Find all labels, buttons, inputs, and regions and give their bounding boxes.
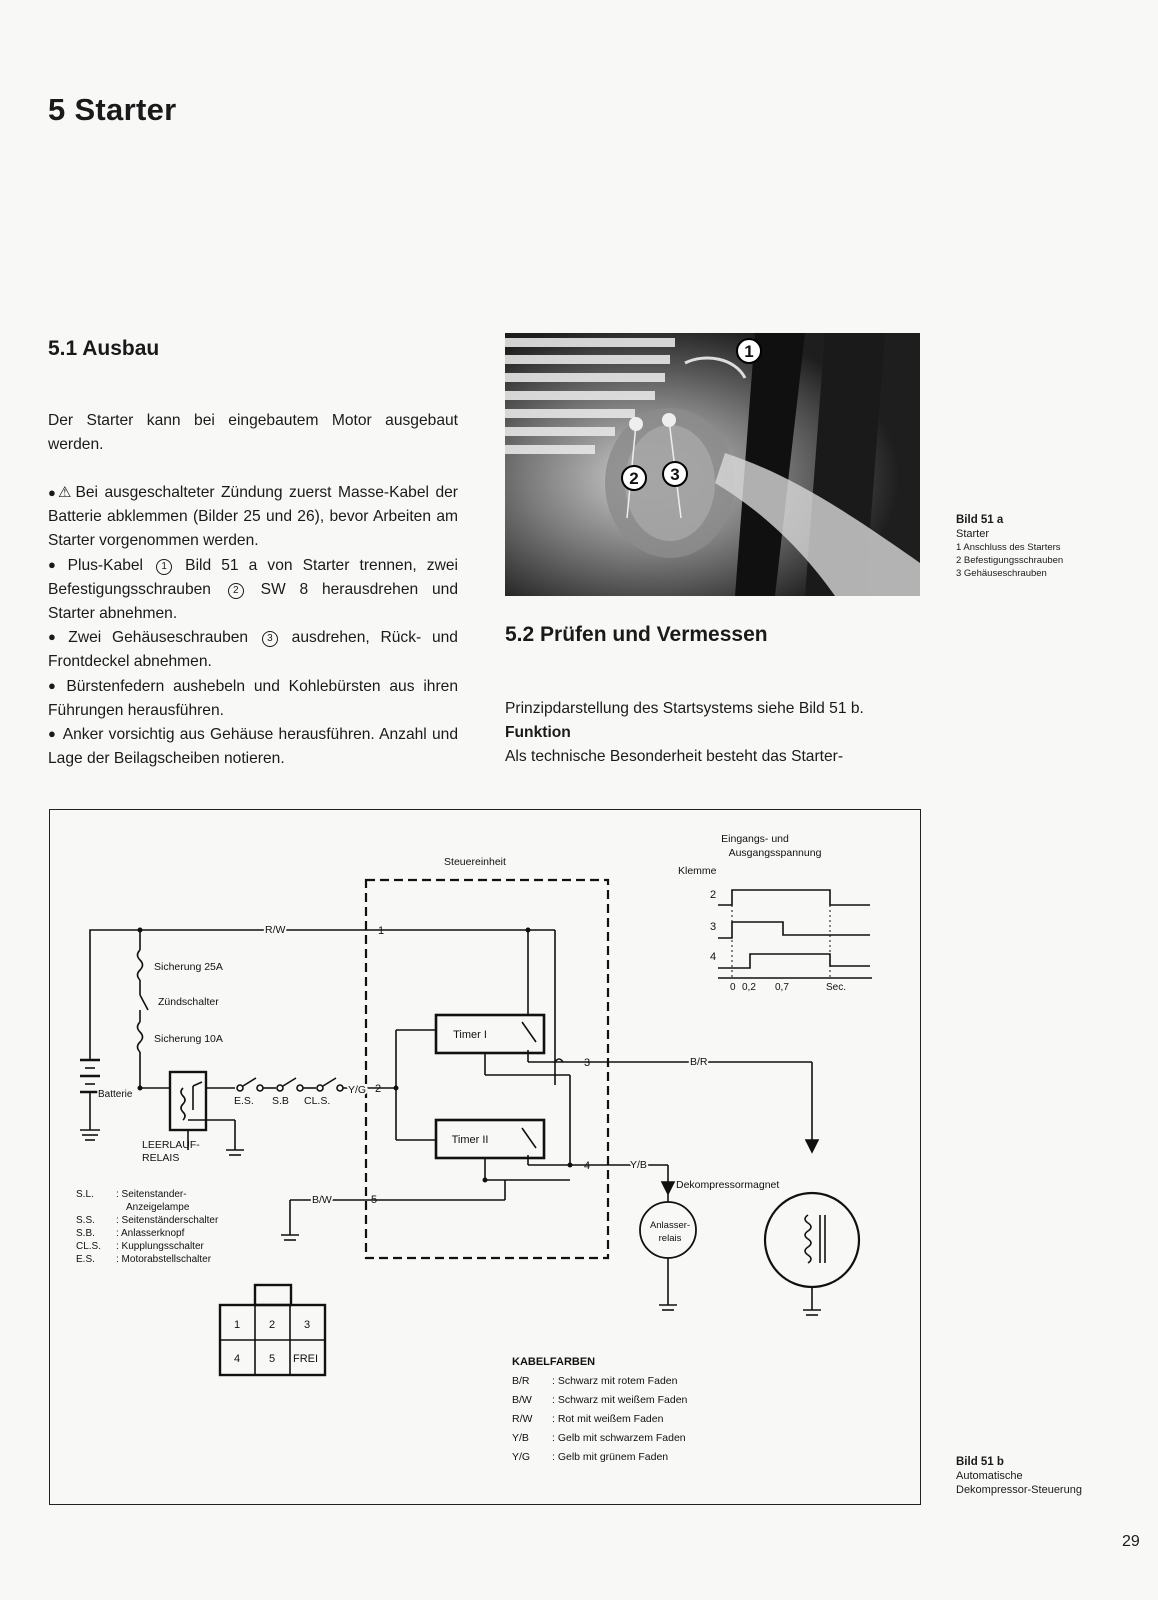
connector-cell: 5 (268, 1353, 276, 1365)
step-housing-screws (48, 626, 458, 674)
connector-cell: 2 (268, 1319, 276, 1331)
photo-callout-1: 1 (744, 342, 754, 361)
page-number: 29 (1122, 1533, 1140, 1550)
intro-text: Der Starter kann bei eingebautem Motor ausgebaut werden. (48, 412, 458, 454)
photo-callout-2: 2 (629, 469, 639, 488)
caption-51b (956, 1455, 1146, 1497)
section-5-2-text-2: Als technische Besonderheit besteht das Starter- (505, 748, 844, 766)
caption-51b-title: Bild 51 b (956, 1456, 1004, 1468)
relay-label-1: LEERLAUF- (142, 1139, 200, 1151)
kabel-code: B/R (512, 1375, 530, 1387)
timer-1-label: Timer I (453, 1029, 487, 1041)
section-5-2-body (505, 697, 920, 770)
time-label: Sec. (826, 982, 847, 993)
step-1-text-c: SW 8 herausdrehen und Starter abnehmen. (48, 580, 458, 623)
abbr-value: : Seitenstander- (116, 1189, 187, 1200)
abbr-key: S.S. (76, 1215, 95, 1226)
starter-photo (505, 333, 920, 596)
kabel-code: Y/G (512, 1451, 531, 1463)
caption-51a-title: Bild 51 a (956, 514, 1004, 526)
wire-bw-label: B/W (312, 1194, 332, 1206)
switch-label: CL.S. (304, 1095, 331, 1107)
caption-51b-line-2: Dekompressor-Steuerung (956, 1484, 1082, 1496)
terminal-label: 4 (584, 1160, 591, 1172)
callout-3-icon: 3 (262, 631, 278, 647)
starter-photo-image (505, 333, 920, 596)
kabel-code: Y/B (512, 1432, 529, 1444)
switch-label: E.S. (234, 1095, 254, 1107)
bullet-icon: ● (48, 485, 58, 500)
signal-title-1: Eingangs- und (721, 833, 789, 845)
connector-cell: 3 (303, 1319, 311, 1331)
abbreviation-legend (76, 1189, 219, 1265)
steuereinheit-box (366, 880, 608, 1258)
klemme-label: Klemme (678, 865, 717, 877)
kabelfarben-title: KABELFARBEN (512, 1356, 596, 1368)
dekompressormagnet-label: Dekompressormagnet (676, 1179, 780, 1191)
step-2-text-a: Zwei Gehäuseschrauben (68, 629, 249, 647)
section-5-1-intro (48, 409, 458, 457)
time-label: 0,7 (775, 982, 789, 993)
abbr-key: CL.S. (76, 1241, 102, 1252)
photo-callout-3: 3 (670, 465, 680, 484)
kabel-code: B/W (512, 1394, 532, 1406)
callout-2-icon: 2 (228, 583, 244, 599)
sicherung-10-label: Sicherung 10A (154, 1033, 223, 1045)
step-plus-cable (48, 554, 458, 627)
caption-51a-item: 2 Befestigungsschrauben (956, 555, 1064, 566)
step-armature: ● Anker vorsichtig aus Gehäuse herausführen. Anzahl und Lage der Beilagscheiben notieren. (48, 723, 458, 771)
warning-triangle-icon: ⚠ (58, 484, 72, 501)
section-5-2-title: 5.2 Prüfen und Vermessen (505, 623, 768, 646)
section-5-1-title: 5.1 Ausbau (48, 337, 160, 360)
wire-br-label: B/R (690, 1056, 708, 1068)
abbr-value: : Kupplungsschalter (116, 1241, 204, 1252)
caption-51a-subtitle: Starter (956, 528, 990, 540)
step-1-text-b: Bild 51 a von Starter trennen, zwei Befestigungsschrauben (48, 556, 458, 598)
section-5-2-subheading: Funktion (505, 724, 571, 742)
signal-title-2: Ausgangsspannung (728, 847, 822, 859)
anlasser-label-1: Anlasser- (649, 1220, 691, 1231)
starter-circuit-diagram (49, 809, 921, 1505)
connector-plug (234, 1319, 318, 1365)
relay-label-2: RELAIS (142, 1152, 180, 1164)
connector-cell: 1 (233, 1319, 241, 1331)
connector-cell: 4 (233, 1353, 241, 1365)
wire-rw-label: R/W (265, 924, 286, 936)
caption-51b-line-1: Automatische (956, 1470, 1023, 1482)
caption-51a-item: 3 Gehäuseschrauben (956, 568, 1047, 579)
chapter-title: 5 Starter (48, 92, 177, 127)
abbr-key: S.L. (76, 1189, 94, 1200)
kabel-code: R/W (512, 1413, 533, 1425)
step-2-text-b: ausdrehen, Rück- und Frontdeckel abnehmen. (48, 629, 458, 671)
abbr-value: Anzeigelampe (126, 1202, 190, 1213)
callout-1-icon: 1 (156, 559, 172, 575)
step-brushes: ● Bürstenfedern aushebeln und Kohlebürsten aus ihren Führungen herausführen. (48, 675, 458, 723)
kabel-desc: : Schwarz mit weißem Faden (552, 1394, 688, 1406)
timer-2-label: Timer II (451, 1134, 489, 1146)
connector-cell: FREI (293, 1353, 319, 1365)
warning-step (48, 481, 458, 554)
terminal-label: 2 (375, 1083, 382, 1095)
wire-yg-label: Y/G (348, 1084, 367, 1096)
abbr-value: : Seitenständerschalter (116, 1215, 219, 1226)
anlasser-label-2: relais (658, 1233, 682, 1244)
switch-label: S.B (272, 1095, 289, 1107)
abbr-key: S.B. (76, 1228, 95, 1239)
kabel-desc: : Gelb mit schwarzem Faden (552, 1432, 686, 1444)
warning-text: Bei ausgeschalteter Zündung zuerst Masse-Kabel der Batterie abklemmen (Bilder 25 und 26), bevor Arbeiten am Starter vorgenommen werden. (48, 484, 459, 550)
abbr-value: : Anlasserknopf (116, 1228, 185, 1239)
abbr-key: E.S. (76, 1254, 95, 1265)
klemme-row-label: 2 (710, 889, 717, 901)
kabel-desc: : Gelb mit grünem Faden (552, 1451, 669, 1463)
zuendschalter-label: Zündschalter (158, 996, 219, 1008)
wire-yb-label: Y/B (630, 1159, 647, 1171)
caption-51a-item: 1 Anschluss des Starters (956, 542, 1061, 553)
klemme-row-label: 3 (710, 921, 717, 933)
circuit-diagram-svg (50, 810, 919, 1503)
caption-51a (956, 513, 1146, 580)
section-5-1-steps (48, 481, 458, 771)
time-label: 0,2 (742, 982, 756, 993)
time-label: 0 (730, 982, 736, 993)
batterie-label: Batterie (98, 1089, 133, 1100)
terminal-label: 1 (378, 925, 385, 937)
kabel-desc: : Schwarz mit rotem Faden (552, 1375, 678, 1387)
cable-color-legend (512, 1356, 688, 1463)
section-5-2-text: Prinzipdarstellung des Startsystems siehe Bild 51 b. (505, 700, 864, 717)
klemme-row-label: 4 (710, 951, 717, 963)
abbr-value: : Motorabstellschalter (116, 1254, 212, 1265)
terminal-label: 3 (584, 1057, 591, 1069)
terminal-label: 5 (371, 1194, 378, 1206)
steuereinheit-label: Steuereinheit (444, 856, 506, 868)
kabel-desc: : Rot mit weißem Faden (552, 1413, 664, 1425)
sicherung-25-label: Sicherung 25A (154, 961, 223, 973)
step-1-text-a: Plus-Kabel (67, 556, 144, 574)
